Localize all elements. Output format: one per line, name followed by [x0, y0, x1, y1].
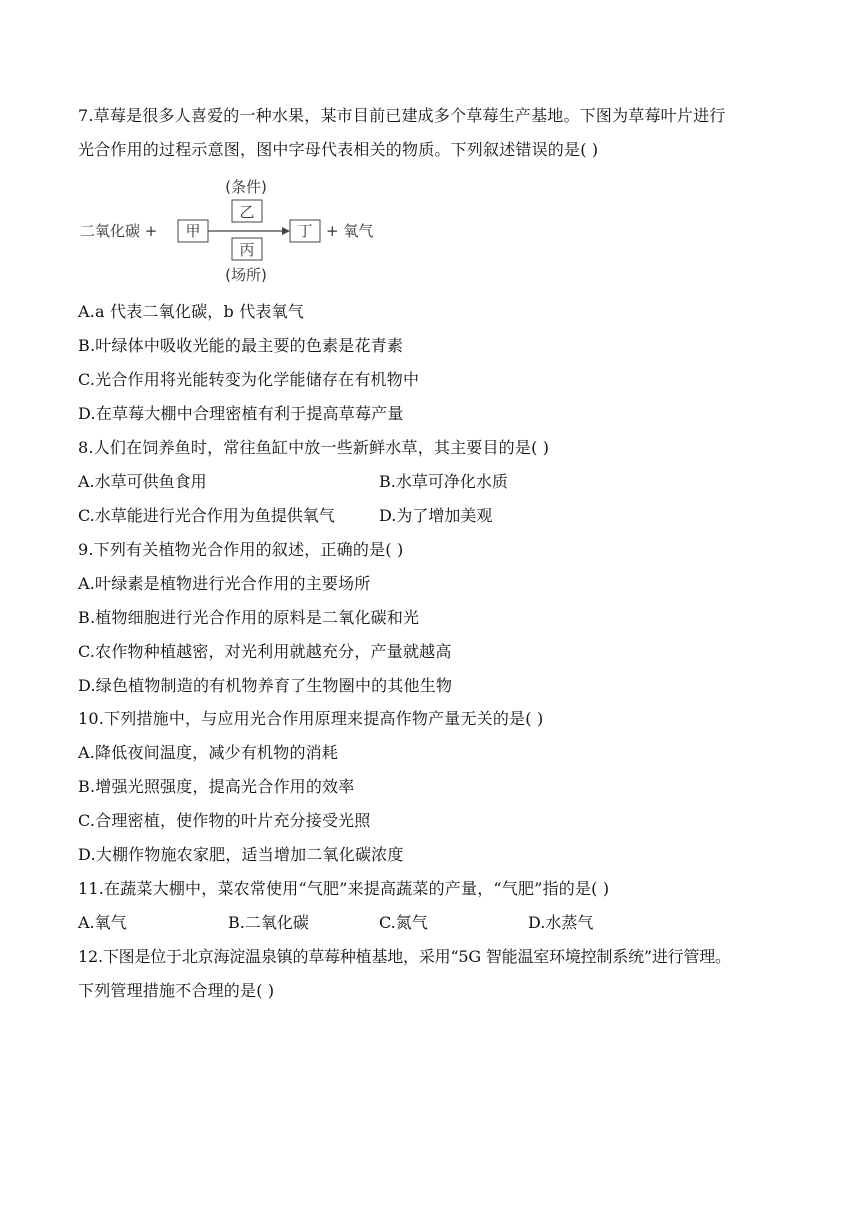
q11-stem: 11.在蔬菜大棚中，菜农常使用“气肥”来提高蔬菜的产量，“气肥”指的是( ) [78, 879, 610, 898]
q10-option-c: C.合理密植，使作物的叶片充分接受光照 [78, 811, 371, 830]
q7-option-a: A.a 代表二氧化碳，b 代表氧气 [78, 302, 304, 321]
q11-option-a: A.氧气 [78, 913, 127, 932]
q8-option-d: D.为了增加美观 [379, 506, 493, 525]
diagram-box-bing-label: 丙 [239, 241, 255, 259]
q7-option-d: D.在草莓大棚中合理密植有利于提高草莓产量 [78, 404, 404, 423]
q7-stem-line-2: 光合作用的过程示意图，图中字母代表相关的物质。下列叙述错误的是( ) [78, 140, 599, 159]
diagram-arrow-head [282, 227, 290, 235]
photosynthesis-diagram [78, 172, 398, 290]
q7-stem-line-1: 7.草莓是很多人喜爱的一种水果，某市目前已建成多个草莓生产基地。下图为草莓叶片进行 [78, 106, 726, 125]
q12-stem-line-2: 下列管理措施不合理的是( ) [78, 981, 275, 1000]
diagram-condition-label: (条件) [225, 178, 267, 196]
q8-stem: 8.人们在饲养鱼时，常往鱼缸中放一些新鲜水草，其主要目的是( ) [78, 438, 550, 457]
q12-stem-line-1: 12.下图是位于北京海淀温泉镇的草莓种植基地，采用“5G 智能温室环境控制系统”进行管理。 [78, 947, 731, 966]
q9-option-a: A.叶绿素是植物进行光合作用的主要场所 [78, 574, 371, 593]
q8-option-c: C.水草能进行光合作用为鱼提供氧气 [78, 506, 335, 525]
diagram-reactant: 二氧化碳 + [80, 222, 158, 240]
q9-option-d: D.绿色植物制造的有机物养育了生物圈中的其他生物 [78, 676, 453, 695]
q11-option-b: B.二氧化碳 [228, 913, 309, 932]
diagram-box-ding-label: 丁 [297, 222, 313, 240]
q10-option-b: B.增强光照强度，提高光合作用的效率 [78, 777, 355, 796]
q11-option-d: D.水蒸气 [528, 913, 594, 932]
q8-option-a: A.水草可供鱼食用 [78, 472, 207, 491]
q10-option-d: D.大棚作物施农家肥，适当增加二氧化碳浓度 [78, 845, 404, 864]
diagram-box-jia-label: 甲 [185, 222, 201, 240]
q8-option-b: B.水草可净化水质 [379, 472, 508, 491]
q9-stem: 9.下列有关植物光合作用的叙述，正确的是( ) [78, 540, 404, 559]
diagram-box-yi-label: 乙 [239, 203, 255, 221]
q7-option-c: C.光合作用将光能转变为化学能储存在有机物中 [78, 370, 420, 389]
q9-option-c: C.农作物种植越密，对光利用就越充分，产量就越高 [78, 642, 452, 661]
q10-stem: 10.下列措施中，与应用光合作用原理来提高作物产量无关的是( ) [78, 709, 544, 728]
q9-option-b: B.植物细胞进行光合作用的原料是二氧化碳和光 [78, 608, 420, 627]
diagram-product: + 氧气 [326, 222, 374, 240]
q11-option-c: C.氮气 [379, 913, 428, 932]
q10-option-a: A.降低夜间温度，减少有机物的消耗 [78, 743, 339, 762]
diagram-place-label: (场所) [225, 266, 267, 284]
q7-option-b: B.叶绿体中吸收光能的最主要的色素是花青素 [78, 336, 404, 355]
